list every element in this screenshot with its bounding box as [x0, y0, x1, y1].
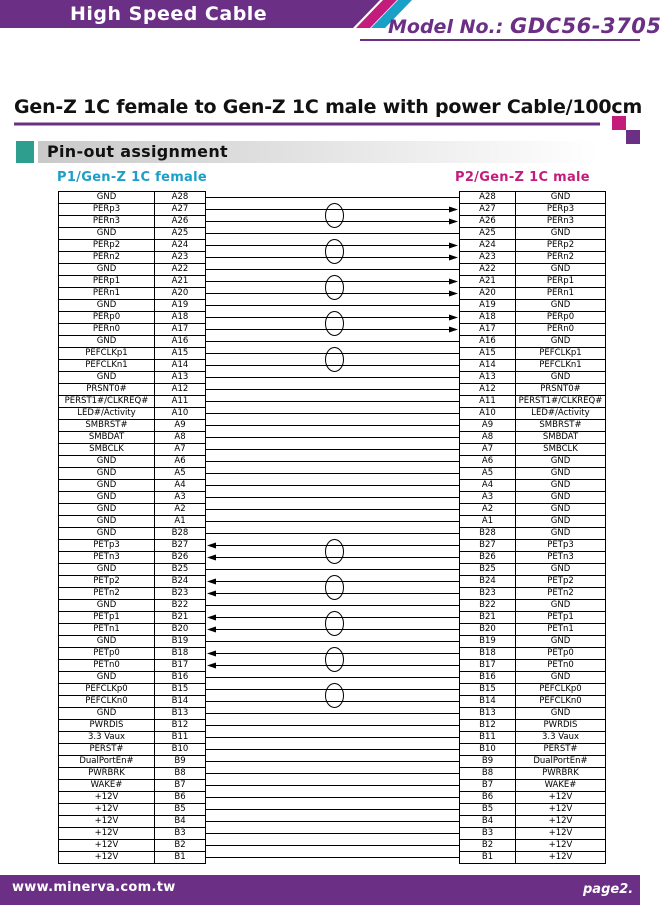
- p2-pin: A23: [460, 252, 516, 264]
- p1-signal: PERn1: [59, 288, 155, 300]
- p2-signal: 3.3 Vaux: [516, 732, 606, 744]
- p1-pin: B26: [155, 552, 206, 564]
- p2-signal: PERn1: [516, 288, 606, 300]
- p1-signal: PETp0: [59, 648, 155, 660]
- p1-pin: A1: [155, 516, 206, 528]
- p2-signal: GND: [516, 504, 606, 516]
- p2-pin: B11: [460, 732, 516, 744]
- arrow-left-icon: [207, 663, 216, 669]
- page-title: Gen-Z 1C female to Gen-Z 1C male with power Cable/100cm: [14, 96, 643, 118]
- arrow-right-icon: [449, 207, 458, 213]
- p2-signal: PEFCLKp1: [516, 348, 606, 360]
- p1-pin: B11: [155, 732, 206, 744]
- p2-pin: B5: [460, 804, 516, 816]
- p1-pin: A10: [155, 408, 206, 420]
- p2-pin: A16: [460, 336, 516, 348]
- p2-pin: B20: [460, 624, 516, 636]
- p2-pin: A14: [460, 360, 516, 372]
- p2-signal: GND: [516, 456, 606, 468]
- twisted-pair-marker: [326, 312, 344, 336]
- p2-pin: B28: [460, 528, 516, 540]
- model-label: Model No.:: [388, 16, 504, 38]
- p2-signal: GND: [516, 336, 606, 348]
- p2-pin: B26: [460, 552, 516, 564]
- p2-signal: GND: [516, 528, 606, 540]
- p1-pin: B3: [155, 828, 206, 840]
- p1-signal: PRSNT0#: [59, 384, 155, 396]
- twisted-pair-marker: [326, 576, 344, 600]
- p1-pin: A14: [155, 360, 206, 372]
- p2-signal: PETp2: [516, 576, 606, 588]
- p2-signal: PETn0: [516, 660, 606, 672]
- p1-signal: PETn3: [59, 552, 155, 564]
- p2-pin: A13: [460, 372, 516, 384]
- p2-signal: PERn3: [516, 216, 606, 228]
- p2-signal: SMBRST#: [516, 420, 606, 432]
- p2-signal: GND: [516, 192, 606, 204]
- p1-pin: B17: [155, 660, 206, 672]
- p2-signal: PETp3: [516, 540, 606, 552]
- p2-pin: B23: [460, 588, 516, 600]
- p2-pin: B1: [460, 852, 516, 864]
- twisted-pair-marker: [326, 240, 344, 264]
- p1-connector-label: P1/Gen-Z 1C female: [57, 170, 207, 185]
- p1-pin: B2: [155, 840, 206, 852]
- p1-signal: PEFCLKp0: [59, 684, 155, 696]
- p1-signal: 3.3 Vaux: [59, 732, 155, 744]
- p2-pin: A28: [460, 192, 516, 204]
- p1-pin: B8: [155, 768, 206, 780]
- p1-signal: GND: [59, 480, 155, 492]
- twisted-pair-marker: [326, 204, 344, 228]
- p1-signal: PERp0: [59, 312, 155, 324]
- arrow-left-icon: [207, 555, 216, 561]
- p1-signal: WAKE#: [59, 780, 155, 792]
- p1-pin: A28: [155, 192, 206, 204]
- p1-pin: A6: [155, 456, 206, 468]
- p2-pin: A6: [460, 456, 516, 468]
- p2-signal: +12V: [516, 840, 606, 852]
- p2-pin: A9: [460, 420, 516, 432]
- p1-pin: B14: [155, 696, 206, 708]
- p1-pin: B5: [155, 804, 206, 816]
- p2-pin: B14: [460, 696, 516, 708]
- p2-pin: A20: [460, 288, 516, 300]
- p2-signal: GND: [516, 708, 606, 720]
- p1-pin: A25: [155, 228, 206, 240]
- twisted-pair-marker: [326, 684, 344, 708]
- p2-signal: GND: [516, 468, 606, 480]
- banner-title: High Speed Cable: [70, 3, 268, 25]
- p1-signal: PETn1: [59, 624, 155, 636]
- arrow-left-icon: [207, 651, 216, 657]
- p1-pin: A22: [155, 264, 206, 276]
- p2-signal: PEFCLKp0: [516, 684, 606, 696]
- arrow-right-icon: [449, 255, 458, 261]
- p1-signal: PETp3: [59, 540, 155, 552]
- p1-signal: SMBRST#: [59, 420, 155, 432]
- p1-pin: B28: [155, 528, 206, 540]
- arrow-right-icon: [449, 243, 458, 249]
- p1-signal: +12V: [59, 792, 155, 804]
- twisted-pair-marker: [326, 540, 344, 564]
- p2-pin: B25: [460, 564, 516, 576]
- p2-signal: DualPortEn#: [516, 756, 606, 768]
- p1-pin: A17: [155, 324, 206, 336]
- p1-pin: B18: [155, 648, 206, 660]
- p1-pin: B27: [155, 540, 206, 552]
- p2-pin: B12: [460, 720, 516, 732]
- p2-signal: PERp0: [516, 312, 606, 324]
- p1-signal: GND: [59, 264, 155, 276]
- p2-signal: PETn1: [516, 624, 606, 636]
- p2-pin: A22: [460, 264, 516, 276]
- p2-pin: A17: [460, 324, 516, 336]
- p2-signal: GND: [516, 492, 606, 504]
- p2-pin: A25: [460, 228, 516, 240]
- p1-signal: LED#/Activity: [59, 408, 155, 420]
- p2-pin: A21: [460, 276, 516, 288]
- p2-pin: A18: [460, 312, 516, 324]
- p1-signal: SMBCLK: [59, 444, 155, 456]
- p1-signal: GND: [59, 672, 155, 684]
- p1-signal: PERp1: [59, 276, 155, 288]
- p2-pin: B6: [460, 792, 516, 804]
- p1-signal: PERST#: [59, 744, 155, 756]
- p1-pin: A23: [155, 252, 206, 264]
- p1-pin: A18: [155, 312, 206, 324]
- p2-signal: PWRDIS: [516, 720, 606, 732]
- p1-pin: A24: [155, 240, 206, 252]
- p2-signal: WAKE#: [516, 780, 606, 792]
- p2-signal: PETp0: [516, 648, 606, 660]
- p2-signal: GND: [516, 600, 606, 612]
- p1-signal: PEFCLKn1: [59, 360, 155, 372]
- arrow-right-icon: [449, 315, 458, 321]
- twisted-pair-marker: [326, 612, 344, 636]
- p2-pin: B2: [460, 840, 516, 852]
- p1-signal: GND: [59, 708, 155, 720]
- p2-signal: +12V: [516, 804, 606, 816]
- p1-pin: B16: [155, 672, 206, 684]
- p2-signal: PERp1: [516, 276, 606, 288]
- p1-pin: B9: [155, 756, 206, 768]
- p2-signal: +12V: [516, 828, 606, 840]
- p1-signal: GND: [59, 228, 155, 240]
- twisted-pair-marker: [326, 276, 344, 300]
- p2-signal: PETn2: [516, 588, 606, 600]
- p2-pin: B3: [460, 828, 516, 840]
- p1-signal: PWRBRK: [59, 768, 155, 780]
- p2-pin: A8: [460, 432, 516, 444]
- p1-pin: A2: [155, 504, 206, 516]
- p2-pin: A2: [460, 504, 516, 516]
- p2-pin: B22: [460, 600, 516, 612]
- p1-pin: B7: [155, 780, 206, 792]
- p2-signal: GND: [516, 228, 606, 240]
- p2-pin: B13: [460, 708, 516, 720]
- arrow-left-icon: [207, 579, 216, 585]
- p2-signal: PERST#: [516, 744, 606, 756]
- p1-signal: +12V: [59, 852, 155, 864]
- p1-pin: B22: [155, 600, 206, 612]
- p1-signal: GND: [59, 504, 155, 516]
- p1-signal: PWRDIS: [59, 720, 155, 732]
- p1-signal: PETn2: [59, 588, 155, 600]
- p1-pin: A21: [155, 276, 206, 288]
- p1-pin: B15: [155, 684, 206, 696]
- p1-signal: GND: [59, 636, 155, 648]
- model-value: GDC56-3705: [509, 14, 661, 38]
- p2-signal: LED#/Activity: [516, 408, 606, 420]
- p2-pin: A1: [460, 516, 516, 528]
- p1-pin: A12: [155, 384, 206, 396]
- p2-signal: PEFCLKn1: [516, 360, 606, 372]
- p1-pin: A5: [155, 468, 206, 480]
- p2-pin: B8: [460, 768, 516, 780]
- p2-signal: +12V: [516, 852, 606, 864]
- p2-signal: SMBDAT: [516, 432, 606, 444]
- p2-pin: B4: [460, 816, 516, 828]
- p1-signal: PERST1#/CLKREQ#: [59, 396, 155, 408]
- p2-pin: B17: [460, 660, 516, 672]
- p1-signal: GND: [59, 336, 155, 348]
- p2-signal: PERp2: [516, 240, 606, 252]
- p1-signal: PERn0: [59, 324, 155, 336]
- p2-pin: A15: [460, 348, 516, 360]
- p1-pin: A20: [155, 288, 206, 300]
- p2-pin: B9: [460, 756, 516, 768]
- p2-signal: GND: [516, 480, 606, 492]
- p1-signal: DualPortEn#: [59, 756, 155, 768]
- arrow-right-icon: [449, 279, 458, 285]
- twisted-pair-marker: [326, 348, 344, 372]
- section-title: Pin-out assignment: [47, 142, 228, 161]
- p2-connector-label: P2/Gen-Z 1C male: [455, 170, 590, 185]
- p1-pin: A3: [155, 492, 206, 504]
- arrow-left-icon: [207, 615, 216, 621]
- p1-signal: +12V: [59, 816, 155, 828]
- p2-pin: B15: [460, 684, 516, 696]
- p1-pin: A19: [155, 300, 206, 312]
- p1-signal: GND: [59, 456, 155, 468]
- p1-signal: PEFCLKn0: [59, 696, 155, 708]
- twisted-pair-marker: [326, 648, 344, 672]
- p1-signal: PETn0: [59, 660, 155, 672]
- p1-signal: GND: [59, 528, 155, 540]
- p2-signal: GND: [516, 516, 606, 528]
- p2-pin: B27: [460, 540, 516, 552]
- p2-pin: A4: [460, 480, 516, 492]
- arrow-left-icon: [207, 543, 216, 549]
- p1-pin: B24: [155, 576, 206, 588]
- p2-pin: A10: [460, 408, 516, 420]
- p2-pin: A5: [460, 468, 516, 480]
- p1-signal: +12V: [59, 840, 155, 852]
- p1-pin: B12: [155, 720, 206, 732]
- p2-pin: B19: [460, 636, 516, 648]
- p2-pin: A27: [460, 204, 516, 216]
- p1-signal: GND: [59, 516, 155, 528]
- p1-signal: PERp3: [59, 204, 155, 216]
- p1-pin: A7: [155, 444, 206, 456]
- p2-pin: A3: [460, 492, 516, 504]
- p2-pin: A11: [460, 396, 516, 408]
- p1-signal: GND: [59, 564, 155, 576]
- p2-signal: +12V: [516, 792, 606, 804]
- p2-pin: B24: [460, 576, 516, 588]
- p2-signal: PWRBRK: [516, 768, 606, 780]
- p1-pin: B10: [155, 744, 206, 756]
- p2-signal: PETn3: [516, 552, 606, 564]
- footer-url: www.minerva.com.tw: [12, 880, 176, 895]
- p1-signal: PERn3: [59, 216, 155, 228]
- p2-signal: PEFCLKn0: [516, 696, 606, 708]
- p1-signal: PEFCLKp1: [59, 348, 155, 360]
- p1-pin: A9: [155, 420, 206, 432]
- page-number: page2.: [583, 882, 634, 897]
- p1-signal: GND: [59, 468, 155, 480]
- p2-signal: PERp3: [516, 204, 606, 216]
- p2-signal: GND: [516, 564, 606, 576]
- p1-signal: GND: [59, 192, 155, 204]
- p1-signal: GND: [59, 300, 155, 312]
- p1-pin: B4: [155, 816, 206, 828]
- p2-signal: PERn0: [516, 324, 606, 336]
- arrow-right-icon: [449, 219, 458, 225]
- p1-signal: GND: [59, 372, 155, 384]
- p2-signal: GND: [516, 636, 606, 648]
- p1-signal: GND: [59, 492, 155, 504]
- arrow-right-icon: [449, 327, 458, 333]
- p2-signal: +12V: [516, 816, 606, 828]
- p1-pin: B19: [155, 636, 206, 648]
- p1-pin: A4: [155, 480, 206, 492]
- arrow-left-icon: [207, 591, 216, 597]
- p2-pin: B10: [460, 744, 516, 756]
- p1-signal: SMBDAT: [59, 432, 155, 444]
- arrow-right-icon: [449, 291, 458, 297]
- p1-pin: A27: [155, 204, 206, 216]
- arrow-left-icon: [207, 627, 216, 633]
- p1-pin: B25: [155, 564, 206, 576]
- p1-signal: +12V: [59, 804, 155, 816]
- p1-pin: A11: [155, 396, 206, 408]
- p1-pin: A13: [155, 372, 206, 384]
- p1-signal: PETp1: [59, 612, 155, 624]
- p1-pin: B6: [155, 792, 206, 804]
- p2-signal: PERn2: [516, 252, 606, 264]
- p2-signal: GND: [516, 264, 606, 276]
- p2-pin: B21: [460, 612, 516, 624]
- p2-pin: A19: [460, 300, 516, 312]
- p2-pin: A24: [460, 240, 516, 252]
- p1-signal: PETp2: [59, 576, 155, 588]
- p2-signal: PETp1: [516, 612, 606, 624]
- p1-pin: B1: [155, 852, 206, 864]
- p2-signal: SMBCLK: [516, 444, 606, 456]
- p1-pin: B21: [155, 612, 206, 624]
- p2-pin: A12: [460, 384, 516, 396]
- p2-pin: B18: [460, 648, 516, 660]
- p1-pin: B23: [155, 588, 206, 600]
- p1-pin: A8: [155, 432, 206, 444]
- p2-pin: B16: [460, 672, 516, 684]
- p2-signal: PRSNT0#: [516, 384, 606, 396]
- p1-pin: A26: [155, 216, 206, 228]
- p1-signal: GND: [59, 600, 155, 612]
- p2-pin: B7: [460, 780, 516, 792]
- p2-pin: A7: [460, 444, 516, 456]
- p2-signal: PERST1#/CLKREQ#: [516, 396, 606, 408]
- p1-pin: A16: [155, 336, 206, 348]
- p1-signal: +12V: [59, 828, 155, 840]
- p2-signal: GND: [516, 300, 606, 312]
- p1-pin: B13: [155, 708, 206, 720]
- p1-signal: PERp2: [59, 240, 155, 252]
- p1-pin: B20: [155, 624, 206, 636]
- p1-pin: A15: [155, 348, 206, 360]
- p2-signal: GND: [516, 372, 606, 384]
- p1-signal: PERn2: [59, 252, 155, 264]
- p2-signal: GND: [516, 672, 606, 684]
- p2-pin: A26: [460, 216, 516, 228]
